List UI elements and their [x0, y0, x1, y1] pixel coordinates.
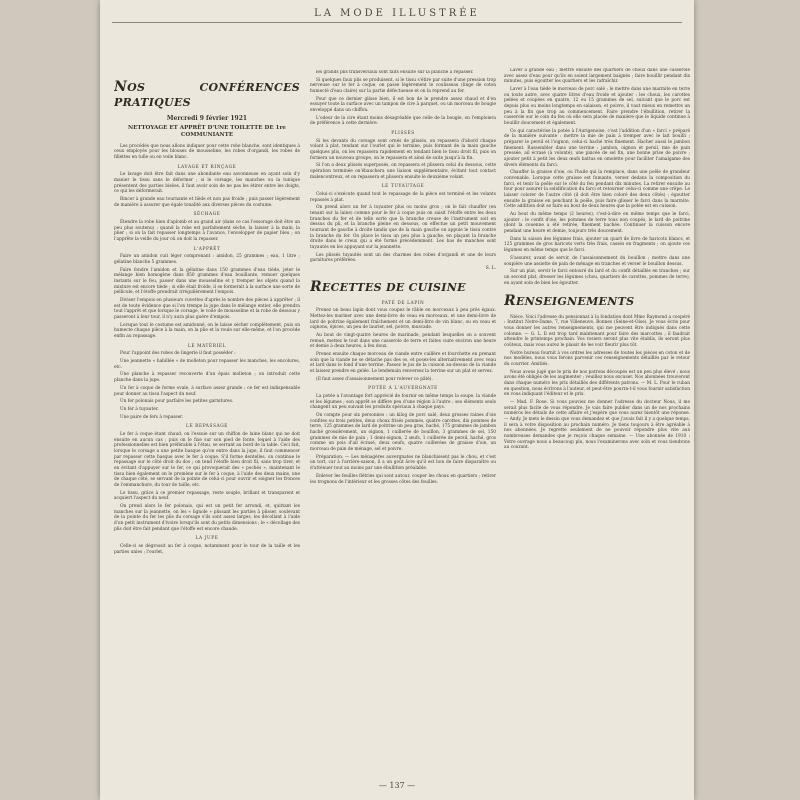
- paragraph: Si l'on a deux plissés superposés, on repassera et plissera celui du dessous, cette opération terminée on'ébauchera une liaison supplémentaire, évitant tout contact malencontreux, et on repassera et plissera ensuite le deuxième volant.: [310, 163, 496, 180]
- magazine-page: [100, 0, 694, 800]
- top-rule: [112, 22, 682, 23]
- column-3: [504, 68, 690, 764]
- signature: S. L.: [485, 266, 496, 272]
- paragraph: Les procédés que nous allons indiquer pour cette robe blanche, sont identiques à ceux employés pour les blouses de mousseline, les robes d'organdi, les robes de fillettes en tulle ou en voile blanc.: [114, 143, 300, 160]
- paragraph: Notre bureau fournit à vos ordres les adresses de toutes les pièces en coton et de nos modèles, nous vous ferons parvenir ces renseignements détaillés par le retour du courrier. Amitiés.: [504, 350, 690, 368]
- subhead-materiel: LE MATÉRIEL: [187, 343, 227, 349]
- paragraph: Rincer à grande eau tournante et tiède et non pas froide ; puis passer légèrement de manière à assurer que égale tonalité aux diverses pièces du costume.: [114, 197, 300, 208]
- paragraph: On prend alors le fer polonais, qui est un petit fer arrondi, et, quittant les manches sur la jeannette, on les « lignole » plissant les parties à plisser, soulevant de la pointe du fer les plis du corsage s'ils sont assez larges, les décollant à l'aide d'un petit instrument d'ivoire lorsqu'ils sont du petits dimensions ; le « décollage des plis doit être fait pendant que l'étoffe est encore chaude.: [114, 503, 300, 532]
- page-number: — 137 —: [378, 781, 416, 790]
- paragraph: Diviser l'empois en plusieurs cuvettes d'après le nombre des pièces à apprêter ; il est de toute évidence que si l'on trempe la jupe dans le mélange entier, elle prendra tout l'apprêt et que lorsque le corsage, le voile de mousseline et la robe de dessous y passeront à leur tour, il n'y aura plus guère d'empois.: [114, 298, 300, 321]
- paragraph: Enlever les feuilles flétries qui sont autour, couper les choux en quartiers ; retirer les trognons de l'intérieur et les grosses côtes des feuilles.: [310, 473, 496, 485]
- paragraph: Chauffer la graisse d'oie, ou l'huile qui la remplace, dans une poêle de grandeur convenable. Lorsque cette graisse est fumante, verser dedans la composition du farci, et tenir la poêle sur le côté du feu pendant dix minutes. La retirer ensuite au four pour assurer la solidification du farci et retourner celui-ci comme une crêpe. Le laisser colorer de l'autre côté (il doit être bien coloré des deux côtés) ; égoutter ensuite la graisse en penchant la poêle, puis faire glisser le farci dans la marmite. Cette addition doit se faire au bout de deux heures que la potée est en cuisson.: [504, 170, 690, 210]
- paragraph: Nous avons jugé que le prix de nos patrons découpés est un peu plus élevé ; nous avons été obligés de les augmenter ; veuillez nous excuser. Nos abonnées trouveront dans chaque numéro les prix détaillés des différents patrons. — M. L. Pour le ruban en question, nous écrirons à l'auteur, et peut-être pourra-t-il vous fournir satisfaction en vous indiquant l'éditeur et le prix.: [504, 369, 690, 398]
- subhead-potee: POTÉE A L'AUVERGNATE: [368, 386, 438, 392]
- paragraph: Une jeannette « habillée » de molleton pour repasser les manches, les encolures, etc.: [114, 359, 300, 370]
- subhead-tuyautage: LE TUYAUTAGE: [381, 184, 425, 190]
- column-2: [310, 70, 496, 764]
- masthead: LA MODE ILLUSTRÉE: [314, 8, 480, 19]
- paragraph: Le tissu, grâce à ce premier repassage, reste souple, brillant et transparent et acquiert l'aspect du neuf.: [114, 490, 300, 502]
- article-date: Mercredi 9 février 1921: [166, 114, 248, 122]
- subhead-apprt: L'APPRÊT: [193, 246, 221, 252]
- paragraph: Nièce. Voici l'adresse du pensionnat à la fondation dont Mme Raymond a coopéré : Institut Notre-Dame, 7, rue Villeneuve, Bonnes (Seine-et-Oise). Je vous écris pour vous donner les autres renseignements, qui me peuvent être indiqués dans cette colonne. — G. L. Il est trop tard maintenant pour faire des marcottes ; il faudrait attendre le printemps prochain. Vos rosiers seront plus vite établis, ils seront plus coûteux, mais vous aurez le plaisir de les voir fleurir plus tôt.: [504, 314, 690, 349]
- subhead-plisses: PLISSÉS: [391, 131, 415, 137]
- paragraph: Au bout du même temps (2 heures), c'est-à-dire en même temps que le farci, ajouter : le confit d'oie, les pommes de terre tous non coupés, le lard de poitrine (dont la couenne a été retirée, finement hachée. Continuer la cuisson encore pendant une heure et demie, toujours très doucement.: [504, 212, 690, 235]
- section-title-conferences: NOS CONFÉRENCES PRATIQUES: [114, 79, 300, 110]
- paragraph: Celle-ci se dégrossit au fer à coque, notamment pour le tour de la taille et les parties unies ; l'ourlet,: [114, 543, 300, 555]
- subhead-pate: PATÉ DE LAPIN: [381, 300, 425, 306]
- paragraph: Les plissés tuyautés sont un des charmes des robes d'organdi et une de leurs garnitures préférées.: [310, 252, 496, 264]
- paragraph: S'assurer, avant de servir, de l'assaisonnement du bouillon ; mettre dans une soupière une assiette de pain de ménage en tranches et verser le bouillon dessus.: [504, 255, 690, 267]
- paragraph: Prenez ensuite chaque morceau de viande entre cuillère et fourchette en prenant soin que la viande ne se détache pas des os, et posez-les alternativement avec veau et lard dans le fond d'une terrine. Passez le jus de la cuisson au-dessus de la viande et laissez prendre en gelée. Le lendemain renversez la terrine sur un plat et servez.: [310, 352, 496, 375]
- paragraph: Laver à l'eau tiède le morceau de porc salé ; le mettre dans une marmite en terre ou toute autre, avec quatre litres d'eau froide et ajouter : les choux, les carottes pelées et coupées en quatre, 12 ou 15 grammes de sel, suivant que le porc est depuis plus ou moins longtemps en salaison, et poivre, il vaut mieux en remettre un peu à la fin que trop au commencement. Faire prendre l'ébullition, retirer la casserole sur le coin du feu où elle sera placée de manière que le liquide continue à bouillir doucement et également.: [504, 87, 690, 127]
- paragraph: La potée a l'avantage fort apprécié de fournir en même temps la soupe, la viande et les légumes ; son apprêt se diffère peu d'une région à l'autre ; ses éléments seuls changent un peu suivant les produits spéciaux à chaque pays.: [310, 394, 496, 411]
- subhead-repassage: LE REPASSAGE: [185, 424, 228, 430]
- paragraph: Faire un amidon cuit léger comprenant : amidon, 25 grammes ; eau, 1 litre ; gélatine blanche 5 grammes.: [114, 254, 300, 266]
- paragraph: Si les devants du corsage sont ornés de plissés, on repassera d'abord chaque volant à plat, tendant sur l'ourlet qui le termine, puis formant de la main gauche quelques plis, on les repassera rapidement en tendant bien le tissu droit fil, puis on formera un nouveau groupe, on le repassera et ainsi de suite jusqu'à la fin.: [310, 138, 496, 161]
- paragraph: Pour l'appoint des robes de lingerie il faut posséder :: [120, 351, 236, 357]
- subhead-sechage: SÉCHAGE: [193, 212, 221, 218]
- paragraph: Prenez un beau lapin dont vous coupez le râble en morceaux à peu près égaux. Mettez-les mariner avec une demi-livre de veau en morceaux, et une demi-livre de lard de poitrine également fraîchement et un demi-litre de vin blanc, ou en veau et oignons, épices, un peu de laurier, sel, poivre, muscade.: [310, 308, 496, 331]
- paragraph: Ce qui caractérise la potée à l'Aurigenoise, c'est l'addition d'un « farci » préparé de la manière suivante : mettre la mie de pain à tremper avec le lait bouilli ; préparer le persil et l'oignon, celui-ci haché très finement. Hacher aussi le jambon finement. Rassembler dans une terrine : jambon, oignon et persil, mie de pain pressée, ail écrasé (à volonté), une pincée de sel fin, une bonne prise de poivre ; ajouter petit à petit les deux œufs battus en omelette pour faciliter l'amalgame des divers éléments du farci.: [504, 128, 690, 168]
- paragraph: Laver à grande eau ; mettre ensuite des quartiers de choux dans une casserole avec assez d'eau pour qu'ils en soient largement baignés ; faire bouillir pendant dix minutes, puis égoutter les quartiers et les rafraîchir.: [504, 68, 690, 85]
- paragraph: Un fer à tuyauter.: [120, 406, 159, 412]
- paragraph: les grands plis transversaux sont faits ensuite sur la planche à repasser.: [316, 70, 474, 75]
- paragraph: Préparation. — Les ménagères auvergnates ne blanchissent pas le chou, et c'est un tort, car à l'arrière-saison, il a un goût âcre qu'il est bon de faire disparaître ou d'atténuer tout au moins par une ébullition préalable.: [310, 454, 496, 472]
- article-subtitle: NETTOYAGE ET APPRÊT D'UNE TOILETTE DE 1re COMMUNIANTE: [128, 124, 286, 139]
- paragraph: Pour que ce dernier glisse bien, il est bon de le prendre assez chaud et d'en essuyer toute la surface avec un tampon de cire à parquet, ou un morceau de bougie enveloppé dans un chiffon.: [310, 96, 496, 114]
- paragraph: Celui-ci s'exécute quand tout le repassage de la pièce est terminé et les volants repassés à plat.: [310, 192, 496, 203]
- section-title-renseignements: RENSEIGNEMENTS: [504, 293, 635, 310]
- paragraph: — Mad. F. Rose. Si vous pouviez me donner l'adresse du docteur Nous, il me serait plus facile de vous répondre. Je vais faire publier dans un de nos prochains numéros les détails de cette affaire et j'espère que vous aurez bientôt une réponse. — Andy. Je mets le dessin que vous demandez et que j'avais fait il y a quelque temps, il sera à votre disposition au prochain numéro. Je tiens toujours à être agréable à nos abonnées. Je regrette seulement de ne pouvoir répondre plus vite aux nombreuses demandes que je reçois chaque semaine. — Une abonnée de 1910 : Votre ouvrage nous a beaucoup plu, nous l'examinerons avec soin et vous tiendrons au courant.: [504, 400, 690, 451]
- paragraph: Étendre la robe bien d'aplomb et au grand air (dans ce cas l'essorage doit être un peu plus soutenu) ; quand la robe est parfaitement sèche, la laisser à la main, la plier ; si on la fait repasser longtemps à l'avance, l'envelopper de papier bleu ; on l'apprête la veille du jour où on doit la repasser.: [114, 220, 300, 243]
- section-title-recettes: RECETTES DE CUISINE: [310, 279, 466, 296]
- paragraph: Le lavage doit être fait dans une abondante eau savonneuse en ayant soin d'y manier le tissu sans le déformer ; si le corsage, les manches ou la tunique présentent des parties bisées, il faut avoir soin de ne pas les étirer entre les doigts, ce qui les déformerait.: [114, 172, 300, 195]
- paragraph: Un fer polonais pour parfaire les petites garnitures.: [120, 399, 234, 405]
- paragraph: Faire fondre l'amidon et la gélatine dans 150 grammes d'eau tiède, jeter le mélange bien homogène dans 850 grammes d'eau bouillante, remuer quelques instants sur le feu, passer dans une mousseline et y tremper les objets quand la mixture est encore tiède ; si elle était froide, il se formerait à la surface une sorte de pellicule, et l'étoffe prendrait irrégulièrement l'empois.: [114, 267, 300, 296]
- paragraph: Un fer à coque de forme ovale, à surface assez grande ; ce fer est indispensable pour donner au tissu l'aspect du neuf.: [114, 385, 300, 397]
- paragraph: Une planche à repasser recouverte d'un épais molleton ; on introduit cette planche dans la jupe.: [114, 372, 300, 384]
- column-1: [114, 72, 300, 764]
- paragraph: Au bout de vingt-quatre heures de marinade, pendant lesquelles on a souvent remué, mettez le tout dans une casserole de terre et faites cuire environ une heure et demie à deux heures, à feu doux.: [310, 333, 496, 350]
- paragraph: On prend alors un fer à tuyauter plus ou moins gros ; on le fait chauffer (en tenant sur la laine) comme pour le fer à coque puis on saisit l'étoffe entre les deux branches du fer et de telle sorte que la branche creuse de l'instrument soit en dessus du pli, et la branche pleine en dessous, on effectue un petit mouvement tournant de gauche à droite tandis que de la main gauche on appuie le tissu contre la branche du fer. On place le tissu un peu plus à gauche, en plaçant la branche droite dans le creux qui a été formé précédemment. Les bas de manches sont tuyautés en les appuyant sur la jeannette.: [310, 205, 496, 251]
- paragraph: Dans la saison des légumes frais, ajouter un quart de livre de haricots blancs, et 125 grammes de gros haricots verts très frais, cassés en fragments ; on ajoute ces légumes en même temps que le farci.: [504, 236, 690, 254]
- paragraph: Une paire de fers à repasser.: [120, 414, 184, 420]
- paragraph: Si quelques faux plis se produisent, si le tissu s'étire par suite d'une pression trop nerveuse sur le fer à coque, on passe légèrement le coulisseau (linge de coton humecté d'eau claire) sur la partie défectueuse et on la reprend au fer.: [310, 77, 496, 95]
- paragraph: (Il faut assez d'assaisonnement pour relever ce pâté).: [316, 376, 433, 382]
- paragraph: Le fer à coque étant chaud, on l'essuie sur un chiffon de laine blanc qui ne doit ensuite en aucun cas ; puis on le fixe sur son pied de fonte, lequel à l'aide des professionnelles est bien préférable à l'étau, se serrant au bord de la table. Ceci fait, lorsque le corsage a une petite basque qu'on entre dans la jupe, il faut commencer par repasser cette basque avec le fer à coque. S'il forme dentelles, on continue le repassage sur le côté droit du dos ; on tend l'étoffe bien droit fil, sans trop tirer, et en évitant d'appuyer sur le fer, ce qui provoquerait des « pochés », maintenant le tissu bien également on le promène sur le fer à coque, à l'aide des deux mains, une de chaque côté, se servant de la pointe de celui-ci pour ouvrir et soigner les fronces de l'emmanchure, du tour de taille, etc.: [114, 431, 300, 488]
- subhead-lavage: LAVAGE ET RINÇAGE: [177, 164, 237, 170]
- paragraph: Lorsque tout le costume est amidonné, on le laisse sécher complètement, puis on humecte chaque pièce à la main, on la plie et la roule sur elle-même, et l'on procède enfin au repassage.: [114, 322, 300, 340]
- paragraph: On compte pour six personnes : un kilog de porc salé, deux grosses raines d'oie confites ou trois petites, deux choux frisés pommés, quatre carottes, dix pommes de terre, 125 grammes de lard de poitrine un peu gras, haché, 175 grammes de jambon haché grossièrement, un oignon, 1 cuillerée de bouillon, 3 grammes de sel, 150 grammes de mie de pain ; 1 demi-oignon, 2 œufs, 1 cuillerée de persil, haché, gros comme un pois d'ail écrasé, deux oeufs, quatre cuillerées de graisse d'oie, un morceau de pain de ménage, sel et poivre.: [310, 413, 496, 453]
- paragraph: Sur un plat, servir le farci entouré du lard et du confit détaillés en tranches ; sur un second plat, dresser les légumes (chou, quartiers de carottes, pommes de terre), en ayant soin de bien les égoutter.: [504, 269, 690, 286]
- subhead-jupe: LA JUPE: [195, 536, 219, 542]
- paragraph: L'odeur de la cire étant moins désagréable que celle de la bougie, on l'emploiera de préférence à cette dernière.: [310, 115, 496, 127]
